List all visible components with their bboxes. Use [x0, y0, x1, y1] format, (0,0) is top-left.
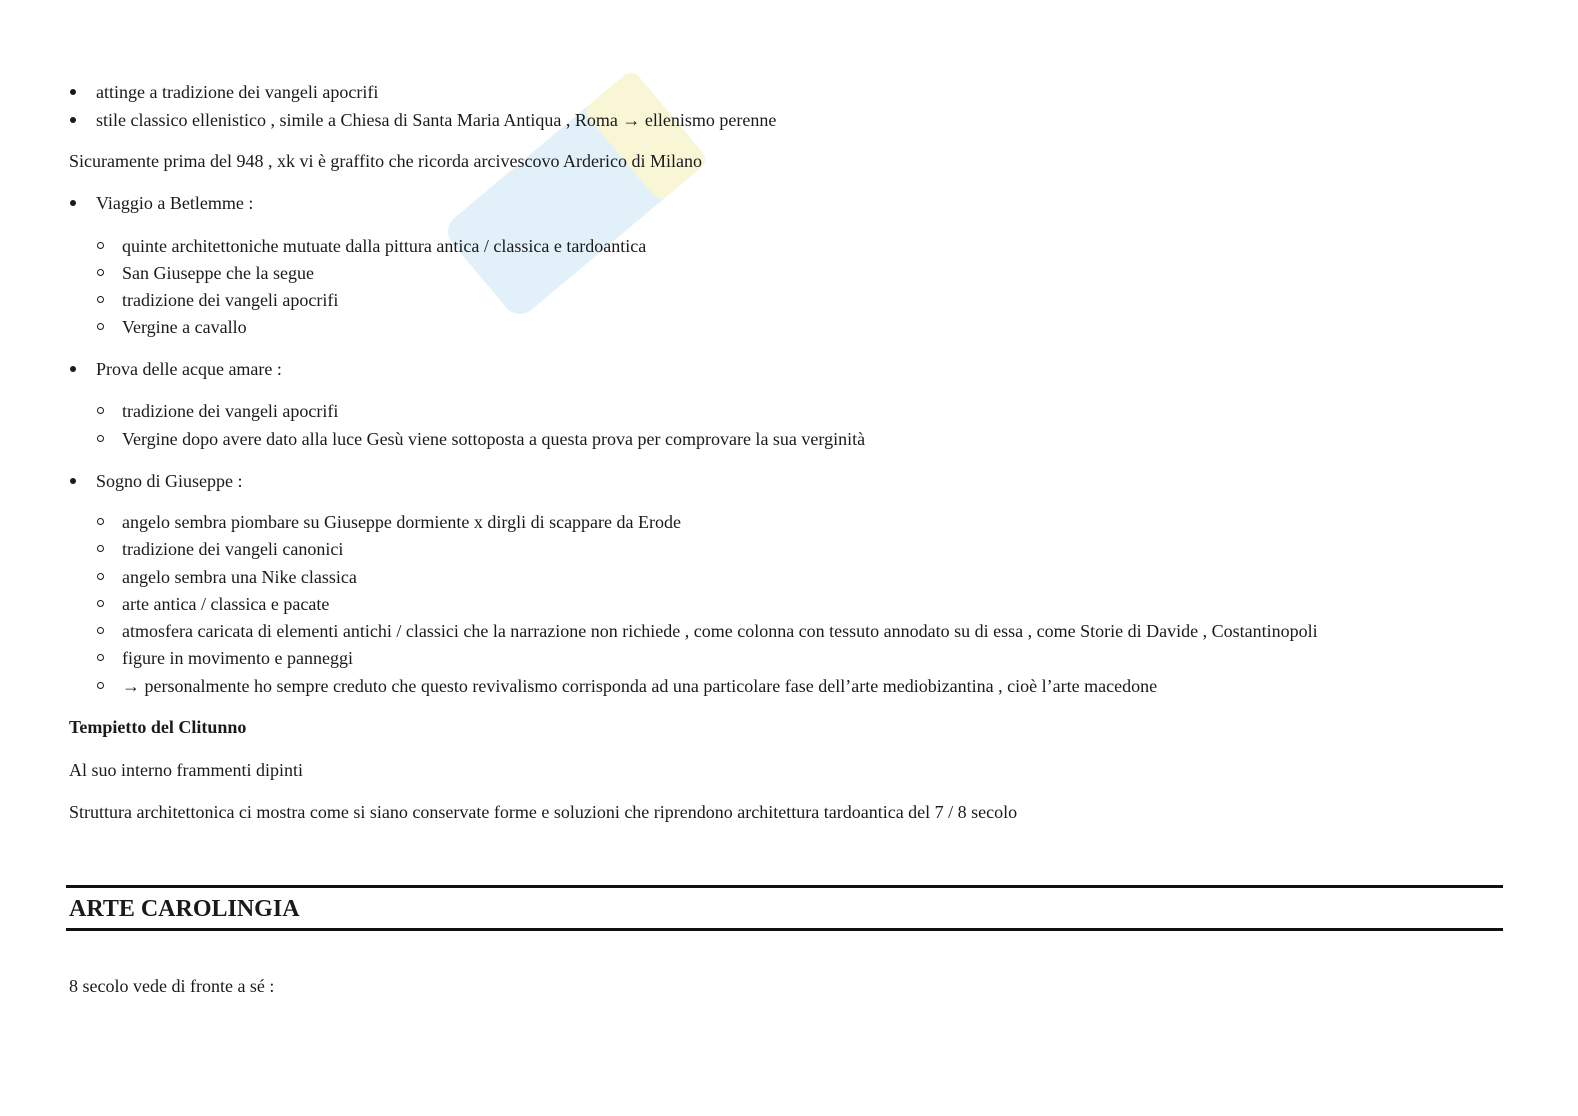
sub-bullet-text: quinte architettoniche mutuate dalla pittura antica / classica e tardoantica: [122, 236, 647, 256]
sub-bullet-text: angelo sembra piombare su Giuseppe dormiente x dirgli di scappare da Erode: [122, 512, 681, 532]
closing-paragraph: 8 secolo vede di fronte a sé :: [69, 976, 275, 996]
sub-bullet-text: angelo sembra una Nike classica: [122, 567, 357, 587]
paragraph-948: Sicuramente prima del 948 , xk vi è graffito che ricorda arcivescovo Arderico di Milano: [69, 151, 702, 171]
circle-bullet-icon: [97, 627, 104, 634]
circle-bullet-icon: [97, 682, 104, 689]
sub-bullet-text: → personalmente ho sempre creduto che questo revivalismo corrisponda ad una particolare fase dell’arte mediobizantina , cioè l’arte macedone: [122, 676, 1158, 696]
section-rule-top: [66, 885, 1503, 888]
circle-bullet-icon: [97, 296, 104, 303]
circle-bullet-icon: [97, 654, 104, 661]
section-heading: ARTE CAROLINGIA: [69, 896, 300, 922]
tempietto-heading: Tempietto del Clitunno: [69, 717, 247, 737]
sub-bullet-text: figure in movimento e panneggi: [122, 648, 353, 668]
tempietto-paragraph-1: Al suo interno frammenti dipinti: [69, 760, 303, 780]
circle-bullet-icon: [97, 407, 104, 414]
circle-bullet-icon: [97, 518, 104, 525]
skuola-watermark-logo: [410, 30, 740, 360]
sub-bullet-text: San Giuseppe che la segue: [122, 263, 314, 283]
sub-bullet-text: tradizione dei vangeli canonici: [122, 539, 344, 559]
sub-bullet-text: tradizione dei vangeli apocrifi: [122, 290, 339, 310]
circle-bullet-icon: [97, 435, 104, 442]
sub-bullet-text: arte antica / classica e pacate: [122, 594, 330, 614]
circle-bullet-icon: [97, 545, 104, 552]
circle-bullet-icon: [97, 600, 104, 607]
bullet-text: Viaggio a Betlemme :: [96, 193, 254, 213]
sub-bullet-text: Vergine dopo avere dato alla luce Gesù viene sottoposta a questa prova per comprovare la sua verginità: [122, 429, 866, 449]
section-rule-bottom: [66, 928, 1503, 931]
sub-bullet-text: Vergine a cavallo: [122, 317, 247, 337]
circle-bullet-icon: [97, 323, 104, 330]
bullet-text: attinge a tradizione dei vangeli apocrifi: [96, 82, 379, 102]
tempietto-paragraph-2: Struttura architettonica ci mostra come si siano conservate forme e soluzioni che riprendono architettura tardoantica del 7 / 8 secolo: [69, 802, 1018, 822]
circle-bullet-icon: [97, 242, 104, 249]
sub-bullet-text: atmosfera caricata di elementi antichi / classici che la narrazione non richiede , come colonna con tessuto annodato su di essa , come Storie di Davide , Costantinopoli: [122, 621, 1318, 641]
bullet-text: Sogno di Giuseppe :: [96, 471, 243, 491]
bullet-text: stile classico ellenistico , simile a Chiesa di Santa Maria Antiqua , Roma → ellenismo perenne: [96, 110, 777, 130]
sub-bullet-text: tradizione dei vangeli apocrifi: [122, 401, 339, 421]
bullet-text: Prova delle acque amare :: [96, 359, 282, 379]
circle-bullet-icon: [97, 269, 104, 276]
circle-bullet-icon: [97, 573, 104, 580]
